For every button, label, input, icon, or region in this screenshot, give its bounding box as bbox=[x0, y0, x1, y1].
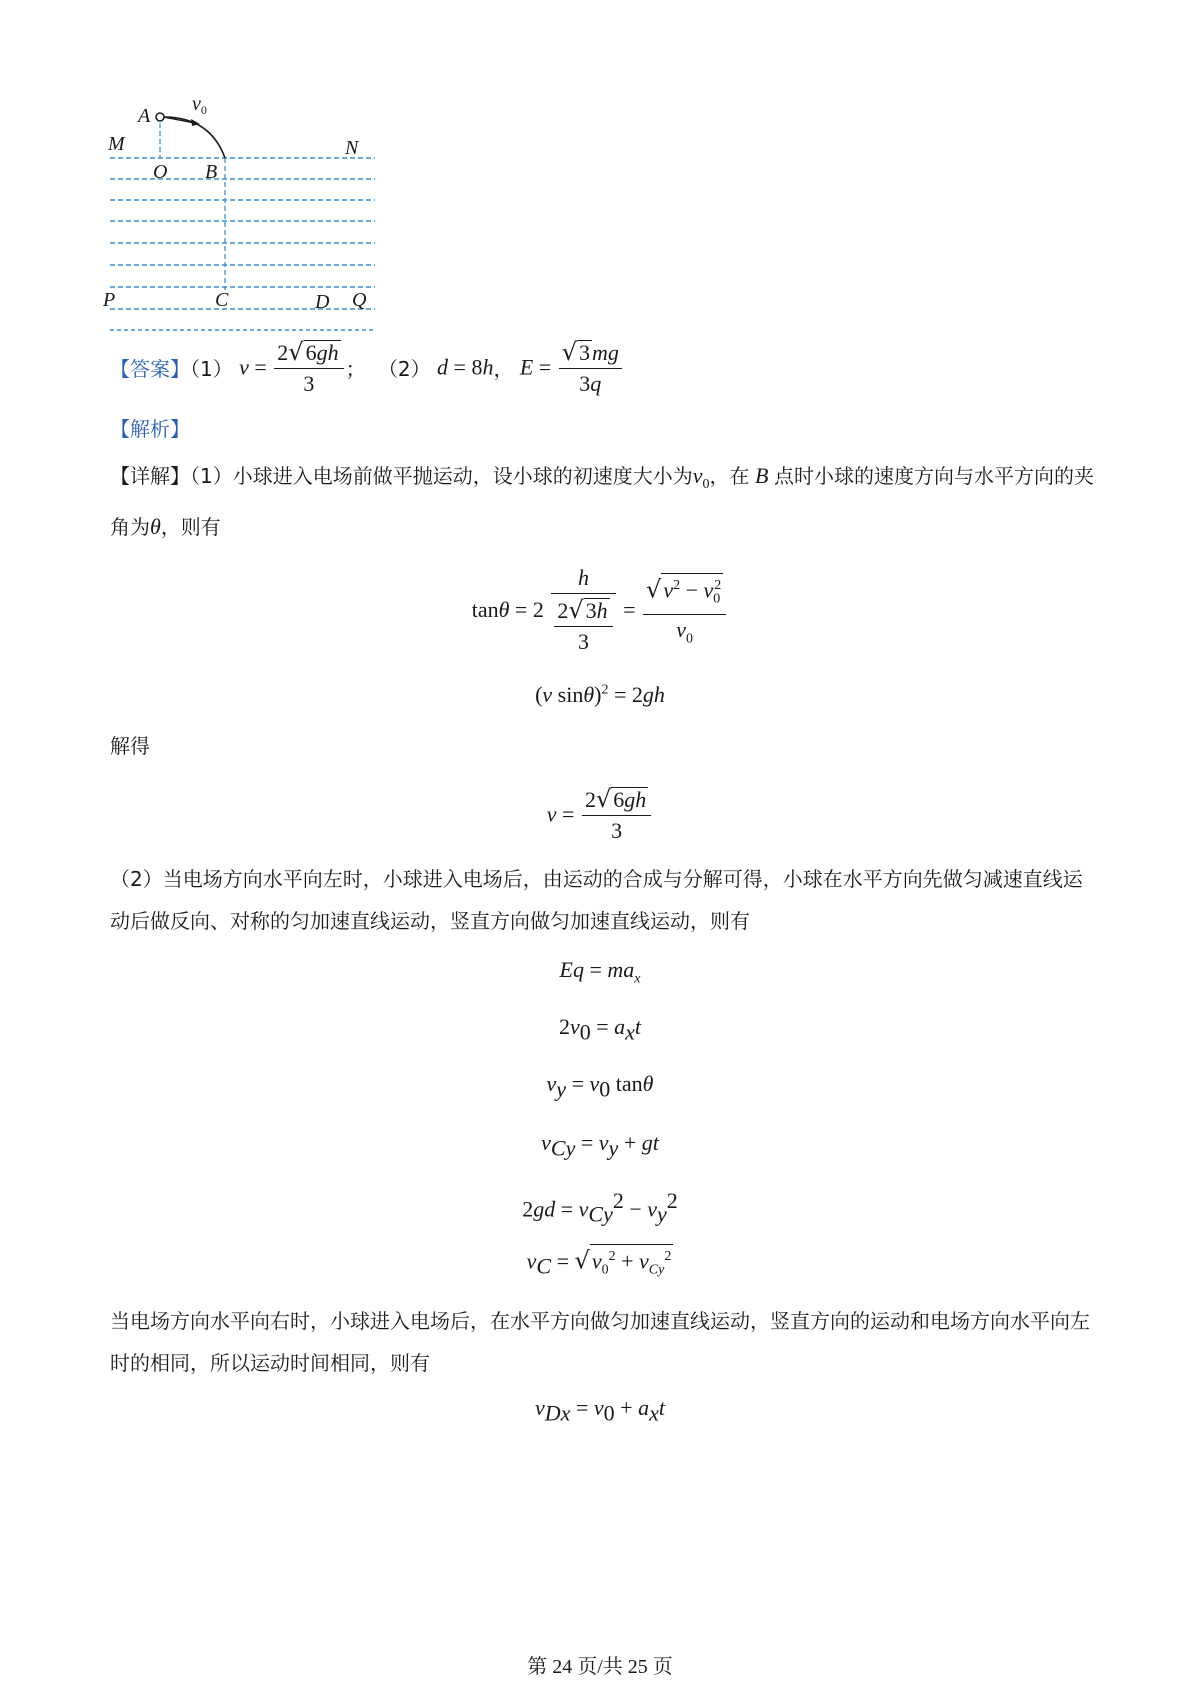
solve-label: 解得 bbox=[110, 734, 150, 758]
answer-line: 【答案】（1） v = $\frac{2√6gh}{3}$ ； （2） d = 8h， E = $\frac{√3mg}{3q}$ bbox=[110, 338, 624, 397]
equation-2v0: $2v_0 = a_xt$ bbox=[558, 1014, 642, 1045]
equation-vc: $v_C = √v_0^2 + v_{Cy}^2$ bbox=[0, 1244, 1200, 1283]
answer-tag: 【答案】 bbox=[110, 357, 190, 381]
equation-v-result: v = $\frac{2√6gh}{3}$ bbox=[0, 785, 1200, 844]
label-c: C bbox=[215, 289, 229, 311]
label-p: P bbox=[103, 289, 116, 311]
label-m: M bbox=[108, 133, 125, 155]
equation-2gd: $2gd = v_{Cy}^2 - v_y^2$ bbox=[522, 1188, 678, 1227]
label-b: B bbox=[205, 161, 218, 183]
equation-vdx: $v_{Dx} = v_0 + a_xt$ bbox=[535, 1395, 665, 1426]
equation-tan-theta: tanθ = 2 $\frac{h}{\frac{2√3h}{3}}$ = $\frac{√v^2 - v_0^2}{v_0}$ bbox=[0, 565, 1200, 655]
equation-vy: $v_y = v_0$ tanθ bbox=[546, 1071, 654, 1102]
detail-paragraph-3: 当电场方向水平向右时，小球进入电场后，在水平方向做匀加速直线运动，竖直方向的运动和电场方向水平向左时的相同，所以运动时间相同，则有 bbox=[110, 1309, 1090, 1375]
label-a: A bbox=[138, 105, 151, 127]
label-v0: $v_0$ bbox=[192, 95, 207, 117]
label-n: N bbox=[345, 137, 359, 159]
equation-vcy: $v_{Cy} = v_y$ + gt bbox=[541, 1130, 659, 1161]
label-d: D bbox=[315, 291, 330, 313]
answer-v-fraction: $\frac{2√6gh}{3}$ bbox=[274, 338, 343, 397]
detail-tag: 【详解】 bbox=[110, 464, 190, 488]
field-diagram bbox=[100, 95, 400, 335]
equation-vsin: (v sinθ)$^2$ = 2gh bbox=[535, 682, 665, 707]
detail-paragraph-2: （2）当电场方向水平向左时，小球进入电场后，由运动的合成与分解可得，小球在水平方向先做匀减速直线运动后做反向、对称的匀加速直线运动，竖直方向做匀加速直线运动，则有 bbox=[110, 867, 1083, 933]
page-footer: 第 24 页/共 25 页 bbox=[527, 1656, 673, 1678]
detail-paragraph-1: 【详解】（1）小球进入电场前做平抛运动，设小球的初速度大小为$v_0$，在 B 点时小球的速度方向与水平方向的夹角为θ，则有 bbox=[110, 463, 1094, 539]
answer-e-fraction: $\frac{√3mg}{3q}$ bbox=[559, 338, 622, 397]
equation-eq-max: $Eq = ma_x$ bbox=[559, 957, 641, 987]
label-o: O bbox=[153, 161, 168, 183]
analysis-tag: 【解析】 bbox=[110, 417, 190, 441]
label-q: Q bbox=[352, 289, 367, 311]
